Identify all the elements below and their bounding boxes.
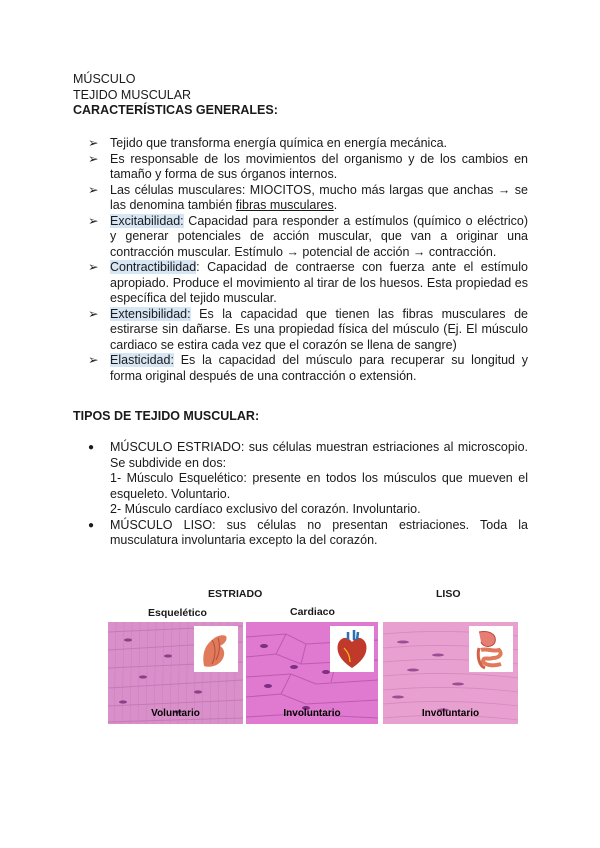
heart-icon [330, 626, 374, 672]
section-heading-characteristics: CARACTERÍSTICAS GENERALES: [73, 103, 278, 117]
arrow-bullet-icon: ➢ [88, 213, 99, 228]
arrow-bullet-icon: ➢ [88, 260, 99, 274]
list-item: ➢ Elasticidad: Es la capacidad del músculo para recuperar su longitud y forma original después de una contracción o extensión. [88, 353, 528, 383]
list-item: ➢ Contractibilidad: Capacidad de contraerse con fuerza ante el estímulo apropiado. Produce el movimiento al tirar de los huesos. Esta propiedad es específica del tejido muscular. [88, 260, 528, 305]
panel-label-cardiac: Cardiaco [290, 606, 335, 618]
panel-label-skeletal: Esquelético [148, 607, 207, 619]
round-bullet-icon: ● [88, 442, 95, 453]
arrow-bullet-icon: ➢ [88, 306, 99, 321]
highlighted-term: Contractibilidad [110, 260, 197, 274]
group-label-smooth: LISO [436, 588, 461, 600]
highlighted-term: Elasticidad: [110, 353, 174, 367]
cardiac-tissue-image [246, 622, 378, 724]
highlighted-term: Excitabilidad: [110, 213, 184, 228]
smooth-tissue-image [383, 622, 518, 724]
list-item: ● MÚSCULO LISO: sus células no presentan estriaciones. Toda la musculatura involuntaria excepto la del corazón. [88, 517, 528, 547]
skeletal-tissue-image [108, 622, 243, 724]
panel-caption: Involuntario [421, 708, 480, 719]
list-item: ● MÚSCULO ESTRIADO: sus células muestran estriaciones al microscopio. Se subdivide en dos: [88, 440, 528, 470]
list-item: ➢ Excitabilidad: Capacidad para responder a estímulos (químico o eléctrico) y generar potenciales de acción muscular, que van a originar una contracción muscular. Estímulo → potencial de acción → contracción. [88, 213, 528, 259]
list-item: ➢ Tejido que transforma energía química en energía mecánica. [88, 136, 447, 150]
arm-muscle-icon [194, 626, 238, 672]
arrow-bullet-icon: ➢ [88, 136, 99, 150]
sub-item-cardiac: 2- Músculo cardíaco exclusivo del corazón. Involuntario. [110, 502, 421, 516]
list-item: ➢ Es responsable de los movimientos del organismo y de los cambios en tamaño y forma de sus órganos internos. [88, 151, 528, 181]
muscle-tissue-figure [108, 585, 518, 730]
section-heading-types: TIPOS DE TEJIDO MUSCULAR: [73, 409, 260, 423]
list-item: ➢ Extensibilidad: Es la capacidad que tienen las fibras musculares de estirarse sin dañarse. Es una propiedad física del músculo (Ej. El músculo cardiaco se estira cada vez que el corazón se llena de sangre) [88, 306, 528, 352]
list-item: ➢ Las células musculares: MIOCITOS, mucho más largas que anchas → se las denomina también fibras musculares. [88, 182, 528, 212]
arrow-bullet-icon: ➢ [88, 353, 99, 367]
underlined-term: fibras musculares [235, 198, 334, 212]
types-list [88, 440, 528, 549]
arrow-bullet-icon: ➢ [88, 182, 99, 197]
page-subtitle: TEJIDO MUSCULAR [73, 88, 192, 102]
characteristics-list [88, 136, 528, 384]
highlighted-term: Extensibilidad: [110, 306, 191, 321]
panel-caption: Voluntario [151, 708, 200, 719]
group-label-striated: ESTRIADO [208, 588, 263, 600]
round-bullet-icon: ● [88, 519, 95, 531]
sub-item-skeletal: 1- Músculo Esquelético: presente en todos los músculos que mueven el esqueleto. Voluntario. [110, 471, 528, 501]
stomach-intestine-icon [469, 626, 513, 672]
arrow-bullet-icon: ➢ [88, 151, 99, 166]
panel-caption: Involuntario [283, 708, 341, 719]
page-title: MÚSCULO [73, 72, 136, 86]
